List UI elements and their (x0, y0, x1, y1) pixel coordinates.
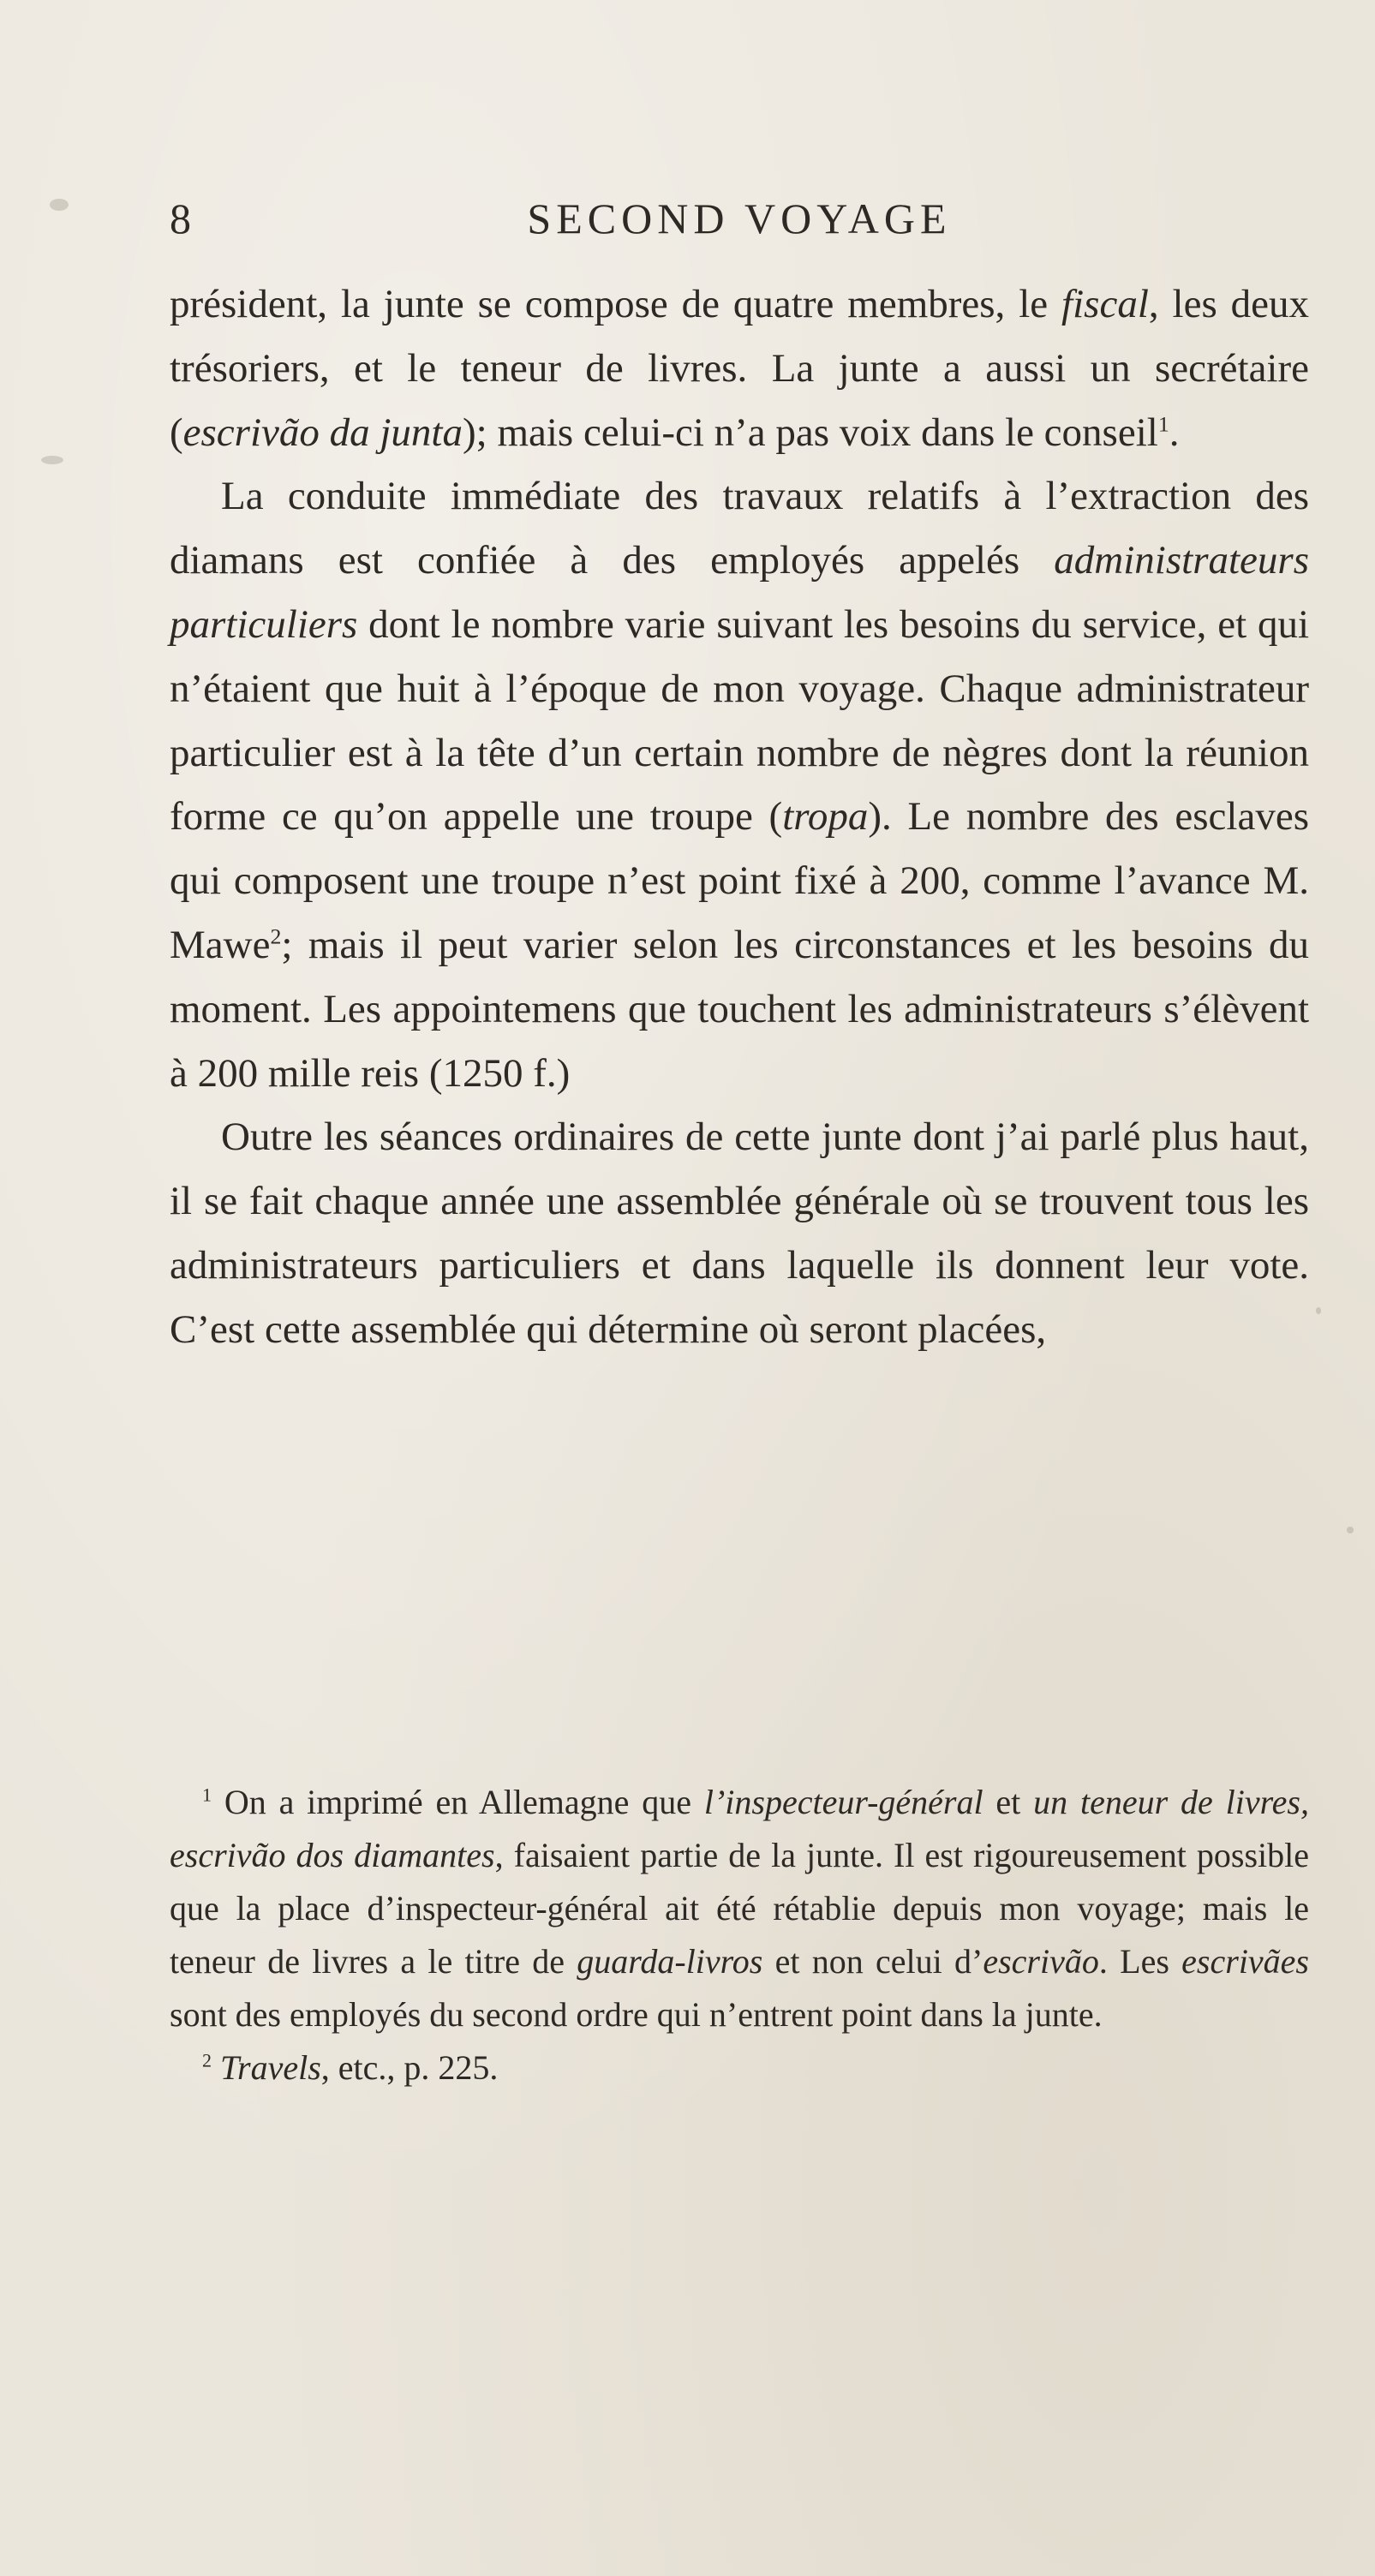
page-header (170, 194, 1309, 254)
italic-term: escrivães (1181, 1942, 1309, 1981)
main-text (170, 272, 1309, 1362)
text-run: . Les (1098, 1942, 1182, 1981)
paragraph-2 (170, 464, 1309, 1105)
text-run: ; mais il peut varier selon les circonstances et les besoins du moment. Les appointemens que touchent les administrateurs s’élèvent à 200 mille reis (1250 f.) (170, 922, 1309, 1096)
text-run: et non celui d’ (762, 1942, 983, 1981)
text-run: , etc., p. 225. (320, 2048, 499, 2087)
italic-term: fiscal (1061, 282, 1149, 326)
italic-term: Travels (212, 2048, 321, 2087)
paper-blemish (41, 456, 63, 464)
paper-blemish (1316, 1307, 1321, 1314)
paragraph-1 (170, 272, 1309, 464)
italic-term: tropa (782, 794, 869, 840)
italic-term: un teneur de livres, escrivão dos diamantes (170, 1783, 1309, 1874)
italic-term: administrateurs particuliers (170, 538, 1309, 647)
text-run: On a imprimé en Allemagne que (212, 1783, 704, 1821)
text-run: dont le nombre varie suivant les besoins du service, et qui n’étaient que huit à l’époque de mon voyage. Chaque administrateur particulier est à la tête d’un certain nombre de nègres dont la réunion forme ce qu’on appelle une troupe ( (170, 601, 1309, 840)
paper-blemish (50, 199, 69, 211)
footnotes (170, 1776, 1309, 2095)
italic-term: escrivão da junta (182, 409, 463, 455)
paper-blemish (1347, 1527, 1354, 1533)
italic-term: guarda-livros (577, 1942, 763, 1981)
footnote-ref: 1 (1157, 410, 1169, 436)
text-run: ); mais celui-ci n’a pas voix dans le conseil (463, 409, 1158, 455)
text-run: président, la junte se compose de quatre membres, le (170, 282, 1062, 326)
footnote-ref: 2 (270, 923, 282, 949)
paragraph-3: Outre les séances ordinaires de cette junte dont j’ai parlé plus haut, il se fait chaque année une assemblée générale où se trouvent tous les administrateurs particuliers et dans laquelle ils donnent leur vote. C’est cette assemblée qui détermine où seront placées, (170, 1115, 1309, 1352)
text-run: . (1169, 409, 1180, 455)
footnote-marker: 1 (202, 1784, 212, 1806)
italic-term: escrivão (983, 1942, 1099, 1981)
text-run: , les deux trésoriers, et le teneur de livres. La junte a aussi un secrétaire ( (170, 282, 1310, 455)
running-title: SECOND VOYAGE (527, 194, 952, 242)
text-run: La conduite immédiate des travaux relatifs à l’extraction des diamans est confiée à des employés appelés (170, 474, 1309, 583)
text-run: ). Le nombre des esclaves qui composent une troupe n’est point fixé à 200, comme l’avance M. Mawe (170, 794, 1309, 967)
footnote-marker: 2 (202, 2049, 212, 2071)
text-run: sont des employés du second ordre qui n’entrent point dans la junte. (170, 1995, 1103, 2034)
footnote-1 (170, 1776, 1309, 2041)
italic-term: l’inspecteur-général (703, 1783, 983, 1821)
page-number: 8 (170, 194, 193, 242)
footnote-2 (170, 2041, 1309, 2095)
text-run: et (983, 1783, 1034, 1821)
text-run: , faisaient partie de la junte. Il est rigoureusement possible que la place d’inspecteur-général ait été rétablie depuis mon voyage; mais le teneur de livres a le titre de (170, 1836, 1309, 1981)
